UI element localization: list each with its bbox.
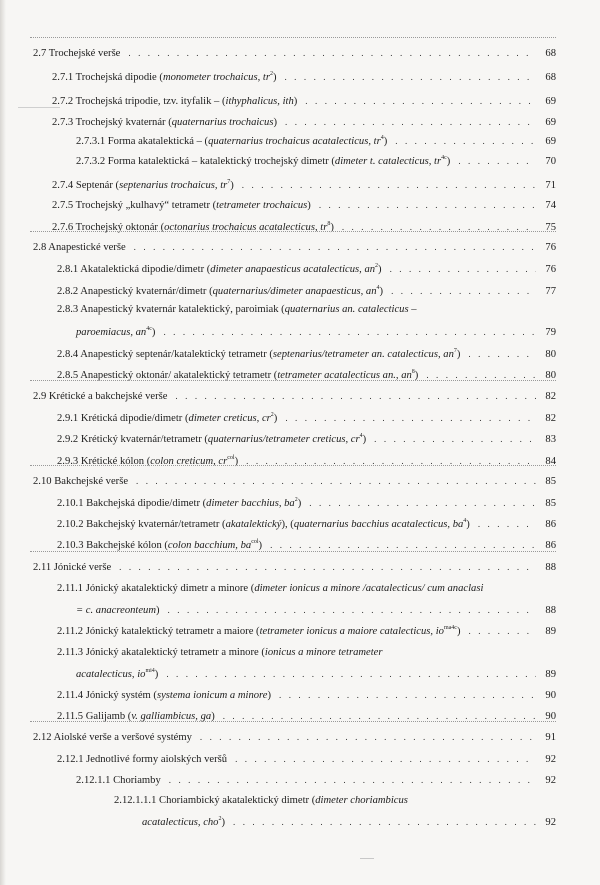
latin-term: septenarius/tetrameter an. catalecticus, an bbox=[272, 349, 454, 360]
entry-text: ) bbox=[414, 370, 419, 381]
page-number: 89 bbox=[545, 626, 556, 637]
entry-text: ) bbox=[362, 434, 367, 445]
meter-superscript: 4c bbox=[441, 155, 447, 161]
toc-entry-title bbox=[57, 348, 460, 362]
entry-text: 2.11 Jónické verše bbox=[33, 562, 112, 573]
entry-text: ) bbox=[297, 498, 302, 509]
page-number: 79 bbox=[545, 327, 556, 338]
toc-entry-title bbox=[57, 263, 382, 277]
toc-entry-continuation[interactable] bbox=[76, 603, 556, 618]
meter-superscript: 8 bbox=[327, 221, 331, 227]
entry-text: ) bbox=[383, 136, 388, 147]
meter-superscript: col bbox=[251, 539, 259, 545]
page-number: 71 bbox=[545, 180, 556, 191]
latin-term: dimeter creticus, cr bbox=[188, 413, 271, 424]
latin-term: akatalektický bbox=[225, 519, 282, 530]
entry-text: 2.12 Aiolské verše a veršové systémy bbox=[33, 732, 192, 743]
dot-leader bbox=[285, 411, 536, 425]
entry-text: 2.7 Trochejské verše bbox=[33, 48, 121, 59]
toc-entry-title bbox=[57, 497, 301, 511]
page-number: 85 bbox=[545, 476, 556, 487]
entry-text: ) bbox=[466, 519, 470, 530]
dot-leader bbox=[134, 240, 536, 254]
page-number: 68 bbox=[545, 48, 556, 59]
toc-entry[interactable] bbox=[57, 347, 556, 362]
dot-leader bbox=[319, 198, 536, 212]
latin-term: quaternarius/tetrameter creticus, cr bbox=[207, 434, 360, 445]
page-number: 74 bbox=[545, 200, 556, 211]
dot-leader bbox=[469, 624, 537, 638]
page-number: 68 bbox=[545, 72, 556, 83]
toc-entry[interactable] bbox=[57, 284, 556, 299]
dot-leader bbox=[119, 560, 536, 574]
meter-superscript: 7 bbox=[453, 348, 457, 354]
dot-leader bbox=[374, 432, 536, 446]
entry-text: 2.8.4 Anapestický septenár/katalektický tetrametr ( bbox=[57, 349, 273, 360]
scan-mark bbox=[360, 858, 374, 859]
entry-text: 2.9.3 Krétické kólon ( bbox=[57, 456, 151, 467]
entry-text: 2.9 Krétické a bakchejské verše bbox=[33, 391, 168, 402]
latin-term: monometer trochaicus, tr bbox=[162, 72, 270, 83]
toc-entry-title bbox=[33, 731, 192, 745]
entry-text: ) bbox=[378, 264, 382, 275]
entry-text: ) bbox=[456, 349, 461, 360]
toc-entry-title bbox=[57, 285, 383, 299]
toc-entry[interactable] bbox=[57, 624, 556, 639]
toc-entry[interactable] bbox=[57, 582, 556, 596]
entry-text: 2.12.1 Jednotlivé formy aiolských veršů bbox=[57, 754, 228, 765]
dot-leader bbox=[478, 517, 536, 531]
toc-entry-title bbox=[57, 412, 277, 426]
toc-entry[interactable] bbox=[57, 517, 556, 532]
entry-text: ) bbox=[258, 540, 263, 551]
latin-term: dimeter anapaesticus acatalecticus, an bbox=[210, 264, 376, 275]
toc-entry-title bbox=[57, 303, 417, 317]
toc-entry[interactable] bbox=[76, 154, 556, 169]
toc-entry-title bbox=[52, 95, 297, 109]
page-number: 70 bbox=[545, 156, 556, 167]
toc-entry[interactable] bbox=[57, 646, 556, 660]
page-number: 75 bbox=[545, 222, 556, 233]
toc-entry[interactable] bbox=[33, 46, 556, 61]
entry-text: 2.8.1 Akatalektická dipodie/dimetr ( bbox=[57, 264, 211, 275]
toc-entry-title bbox=[57, 455, 238, 469]
entry-text: ) bbox=[151, 327, 156, 338]
entry-text: 2.11.1 Jónický akatalektický dimetr a minore ( bbox=[57, 583, 255, 594]
entry-text: ) bbox=[154, 669, 159, 680]
meter-superscript: mi4 bbox=[145, 668, 155, 674]
meter-superscript: 4c bbox=[146, 326, 152, 332]
page-number: 88 bbox=[545, 562, 556, 573]
toc-entry-title bbox=[76, 668, 158, 682]
page-number: 86 bbox=[545, 519, 556, 530]
page-number: 85 bbox=[545, 498, 556, 509]
toc-entry[interactable] bbox=[33, 389, 556, 404]
toc-entry-title bbox=[33, 47, 120, 61]
toc-entry-title bbox=[76, 774, 161, 788]
toc-entry[interactable] bbox=[52, 178, 556, 193]
entry-text: ) bbox=[267, 690, 272, 701]
page-number: 91 bbox=[545, 732, 556, 743]
entry-text: ) bbox=[307, 200, 311, 211]
toc-entry[interactable] bbox=[33, 560, 556, 575]
latin-term: quaternarius bacchius acatalecticus, ba bbox=[293, 519, 464, 530]
dot-leader bbox=[235, 752, 536, 766]
dot-leader bbox=[169, 773, 536, 787]
toc-entry[interactable] bbox=[57, 262, 556, 277]
section-divider bbox=[30, 465, 556, 466]
page-binding-shadow bbox=[0, 0, 6, 885]
page-number: 92 bbox=[545, 775, 556, 786]
entry-text: ), ( bbox=[281, 519, 294, 530]
entry-text: 2.10.1 Bakchejská dipodie/dimetr ( bbox=[57, 498, 207, 509]
entry-text: 2.11.2 Jónický katalektický tetrametr a maiore ( bbox=[57, 626, 260, 637]
toc-entry-title bbox=[57, 753, 227, 767]
dot-leader bbox=[242, 178, 536, 192]
page-number: 80 bbox=[545, 370, 556, 381]
meter-superscript: 2 bbox=[375, 263, 379, 269]
dot-leader bbox=[395, 134, 536, 148]
page-number: 77 bbox=[545, 286, 556, 297]
page-number: 76 bbox=[545, 242, 556, 253]
toc-entry-continuation[interactable] bbox=[76, 667, 556, 682]
meter-superscript: 2 bbox=[269, 71, 273, 77]
toc-entry[interactable] bbox=[52, 94, 556, 109]
latin-term: = c. anacreonteum bbox=[76, 605, 157, 616]
dot-leader bbox=[163, 325, 536, 339]
entry-text: 2.7.1 Trochejská dipodie ( bbox=[52, 72, 163, 83]
latin-term: systema ionicum a minore bbox=[156, 690, 268, 701]
entry-text: ) bbox=[273, 413, 278, 424]
page-number: 69 bbox=[545, 117, 556, 128]
meter-superscript: 4 bbox=[376, 285, 380, 291]
meter-superscript: ma4c bbox=[443, 625, 457, 631]
page-number: 86 bbox=[545, 540, 556, 551]
toc-entry[interactable] bbox=[33, 474, 556, 489]
entry-text: 2.8.5 Anapestický oktonár/ akatalektický tetrametr ( bbox=[57, 370, 278, 381]
toc-entry-title bbox=[57, 625, 461, 639]
toc-entry-title bbox=[57, 689, 271, 703]
toc-entry-title bbox=[52, 221, 334, 235]
dot-leader bbox=[284, 70, 536, 84]
latin-term: tetrameter ionicus a maiore catalecticus, io bbox=[259, 626, 444, 637]
latin-term: quaternarius trochaicus acatalecticus, tr bbox=[208, 136, 381, 147]
entry-text: 2.7.3 Trochejský kvaternár ( bbox=[52, 117, 172, 128]
dot-leader bbox=[279, 688, 536, 702]
section-divider bbox=[30, 551, 556, 552]
dot-leader bbox=[175, 389, 536, 403]
entry-text: ) bbox=[456, 626, 461, 637]
page-number: 80 bbox=[545, 349, 556, 360]
latin-term: colon bacchium, ba bbox=[167, 540, 252, 551]
entry-text: ) bbox=[221, 817, 226, 828]
page-number: 69 bbox=[545, 136, 556, 147]
toc-entry[interactable] bbox=[76, 773, 556, 788]
page-number: 76 bbox=[545, 264, 556, 275]
dot-leader bbox=[309, 496, 536, 510]
latin-term: dimeter ionicus a minore /acatalecticus/ cum anaclasi bbox=[254, 583, 484, 594]
toc-entry-title bbox=[76, 604, 160, 618]
latin-term: ithyphalicus, ith bbox=[225, 96, 294, 107]
toc-entry[interactable] bbox=[33, 730, 556, 745]
toc-entry[interactable] bbox=[57, 688, 556, 703]
toc-entry-title bbox=[114, 794, 408, 808]
toc-entry[interactable] bbox=[52, 115, 556, 130]
page-number: 84 bbox=[545, 456, 556, 467]
toc-entry[interactable] bbox=[52, 198, 556, 213]
entry-text: 2.10.2 Bakchejský kvaternár/tetrametr ( bbox=[57, 519, 226, 530]
latin-term: colon creticum, cr bbox=[150, 456, 228, 467]
entry-text: ) bbox=[273, 117, 277, 128]
entry-text: 2.12.1.1.1 Choriambický akatalektický dimetr ( bbox=[114, 795, 316, 806]
meter-superscript: 4 bbox=[380, 135, 384, 141]
toc-entry-title bbox=[76, 155, 450, 169]
latin-term: acatalecticus, cho bbox=[142, 817, 219, 828]
page-number: 90 bbox=[545, 690, 556, 701]
latin-term: quaternarius an. catalecticus – bbox=[284, 304, 417, 315]
dot-leader bbox=[128, 46, 536, 60]
toc-entry-title bbox=[33, 241, 126, 255]
latin-term: septenarius trochaicus, tr bbox=[119, 180, 228, 191]
dot-leader bbox=[168, 603, 536, 617]
toc-entry[interactable] bbox=[57, 496, 556, 511]
dot-leader bbox=[390, 262, 536, 276]
entry-text: 2.11.4 Jónický systém ( bbox=[57, 690, 157, 701]
entry-text: 2.7.3.1 Forma akatalektická – ( bbox=[76, 136, 209, 147]
latin-term: tetrameter acatalecticus an., an bbox=[277, 370, 412, 381]
latin-term: quaternarius/dimeter anapaesticus, an bbox=[212, 286, 377, 297]
toc-entry-title bbox=[52, 71, 276, 85]
toc-entry-title bbox=[52, 116, 277, 130]
latin-term: v. galliambicus, ga bbox=[131, 711, 212, 722]
dot-leader bbox=[270, 538, 536, 552]
meter-superscript: 2 bbox=[294, 497, 298, 503]
entry-text: ) bbox=[156, 605, 160, 616]
meter-superscript: 4 bbox=[463, 518, 467, 524]
entry-text: 2.7.5 Trochejský „kulhavý“ tetrametr ( bbox=[52, 200, 217, 211]
toc-entry-title bbox=[52, 179, 234, 193]
meter-superscript: 2 bbox=[218, 816, 222, 822]
toc-entry[interactable] bbox=[33, 240, 556, 255]
latin-term: acatalecticus, io bbox=[76, 669, 146, 680]
entry-text: 2.10.3 Bakchejské kólon ( bbox=[57, 540, 168, 551]
page-number: 92 bbox=[545, 817, 556, 828]
entry-text: 2.10 Bakchejské verše bbox=[33, 476, 129, 487]
latin-term: paroemiacus, an bbox=[76, 327, 147, 338]
dot-leader bbox=[458, 154, 536, 168]
entry-text: 2.11.3 Jónický akatalektický tetrametr a minore ( bbox=[57, 647, 265, 658]
page-number: 69 bbox=[545, 96, 556, 107]
entry-text: 2.12.1.1 Choriamby bbox=[76, 775, 161, 786]
meter-superscript: 2 bbox=[270, 412, 274, 418]
latin-term: dimeter bacchius, ba bbox=[206, 498, 295, 509]
page-number: 90 bbox=[545, 711, 556, 722]
entry-text: 2.9.2 Krétický kvaternár/tetrametr ( bbox=[57, 434, 208, 445]
page-number: 88 bbox=[545, 605, 556, 616]
toc-entry-continuation[interactable] bbox=[142, 815, 556, 830]
dot-leader bbox=[305, 94, 536, 108]
page-number: 82 bbox=[545, 391, 556, 402]
entry-text: ) bbox=[234, 456, 239, 467]
toc-entry-title bbox=[57, 518, 470, 532]
section-divider bbox=[30, 721, 556, 722]
latin-term: ionicus a minore tetrameter bbox=[264, 647, 383, 658]
entry-text: ) bbox=[330, 222, 334, 233]
dot-leader bbox=[285, 115, 536, 129]
dot-leader bbox=[166, 667, 536, 681]
meter-superscript: 7 bbox=[227, 179, 231, 185]
entry-text: 2.7.3.2 Forma katalektická – katalektický trochejský dimetr ( bbox=[76, 156, 335, 167]
dot-leader bbox=[233, 815, 536, 829]
toc-entry-title bbox=[57, 646, 382, 660]
section-divider bbox=[30, 231, 556, 232]
entry-text: ) bbox=[230, 180, 234, 191]
toc-entry-title bbox=[52, 199, 311, 213]
toc-entry[interactable] bbox=[76, 134, 556, 149]
toc-entry[interactable] bbox=[57, 752, 556, 767]
toc-entry-title bbox=[76, 326, 155, 340]
toc-entry[interactable] bbox=[57, 454, 556, 469]
page-number: 89 bbox=[545, 669, 556, 680]
entry-text: ) bbox=[446, 156, 451, 167]
entry-text: 2.8.3 Anapestický kvaternár katalektický, paroimiak ( bbox=[57, 304, 285, 315]
latin-term: dimeter choriambicus bbox=[315, 795, 408, 806]
entry-text: 2.9.1 Krétická dipodie/dimetr ( bbox=[57, 413, 189, 424]
entry-text: ) bbox=[211, 711, 215, 722]
entry-text: ) bbox=[379, 286, 384, 297]
latin-term: quaternarius trochaicus bbox=[171, 117, 274, 128]
toc-entry-title bbox=[33, 561, 111, 575]
toc-entry[interactable] bbox=[57, 411, 556, 426]
entry-text: 2.7.6 Trochejský oktonár ( bbox=[52, 222, 165, 233]
entry-text: ) bbox=[272, 72, 277, 83]
page-number: 83 bbox=[545, 434, 556, 445]
dot-leader bbox=[468, 347, 536, 361]
entry-text: 2.7.2 Trochejská tripodie, tzv. ityfalik – ( bbox=[52, 96, 226, 107]
toc-entry[interactable] bbox=[114, 794, 556, 808]
toc-entry-title bbox=[33, 475, 128, 489]
page-number: 92 bbox=[545, 754, 556, 765]
toc-entry-continuation[interactable] bbox=[76, 325, 556, 340]
toc-entry-title bbox=[76, 135, 387, 149]
toc-entry-title bbox=[57, 582, 483, 596]
toc-entry[interactable] bbox=[52, 70, 556, 85]
toc-entry[interactable] bbox=[52, 220, 556, 235]
latin-term: tetrameter trochaicus bbox=[216, 200, 308, 211]
toc-entry[interactable] bbox=[57, 303, 556, 317]
toc-entry[interactable] bbox=[57, 432, 556, 447]
section-divider bbox=[30, 37, 556, 38]
entry-text: 2.8 Anapestické verše bbox=[33, 242, 126, 253]
page-number: 82 bbox=[545, 413, 556, 424]
dot-leader bbox=[200, 730, 536, 744]
meter-superscript: 8 bbox=[411, 369, 415, 375]
latin-term: dimeter t. catalecticus, tr bbox=[334, 156, 442, 167]
dot-leader bbox=[391, 284, 536, 298]
latin-term: octonarius trochaicus acatalecticus, tr bbox=[164, 222, 328, 233]
meter-superscript: 4 bbox=[359, 433, 363, 439]
toc-entry-title bbox=[142, 816, 225, 830]
entry-text: 2.8.2 Anapestický kvaternár/dimetr ( bbox=[57, 286, 213, 297]
entry-text: 2.7.4 Septenár ( bbox=[52, 180, 120, 191]
entry-text: ) bbox=[293, 96, 298, 107]
toc-entry-title bbox=[57, 433, 366, 447]
section-divider bbox=[30, 380, 556, 381]
dot-leader bbox=[136, 474, 536, 488]
entry-text: 2.11.5 Galijamb ( bbox=[57, 711, 132, 722]
meter-superscript: col bbox=[227, 455, 235, 461]
toc-entry-title bbox=[33, 390, 167, 404]
